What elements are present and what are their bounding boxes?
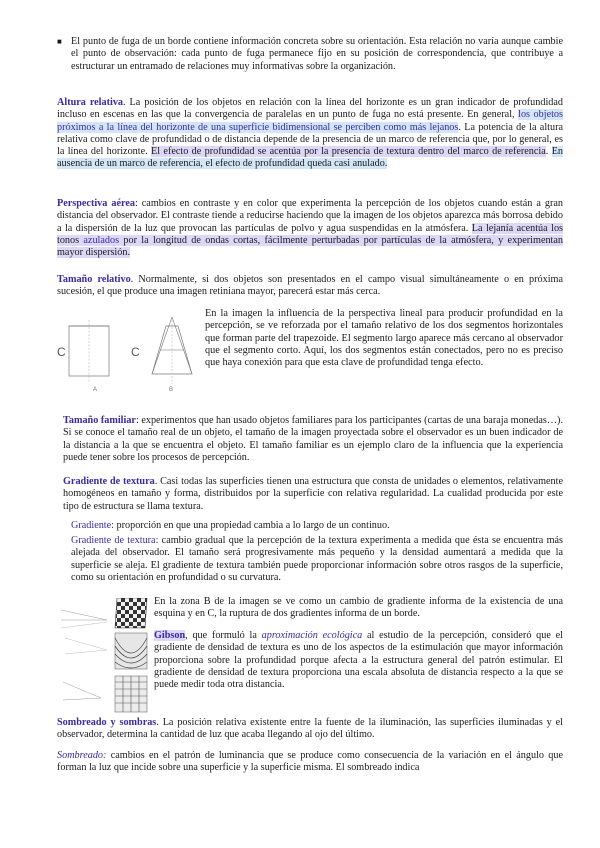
highlight-text: los objetos próximos a la línea del horizonte de una superficie bidimensional se perciben como más lejanos [57, 109, 563, 133]
trapezoid-caption: En la imagen la influencia de la perspectiva lineal para producir profundidad en la percepción, se ve reforzada por el tamaño relativo de los dos segmentos horizontales que forman parte del trapezoide. El segmento largo aparece más cercano al observador que el segmento corto. Aquí, los dos segmentos están conectados, pero no es preciso que haya conexión para que esta clave de profundidad tenga efecto. [205, 308, 563, 369]
gradiente-textura-term: Gradiente de textura: [71, 535, 159, 546]
highlight-text: El efecto de profundidad se acentúa por la presencia de textura dentro del marco de referencia [151, 146, 546, 158]
sombreado-term: Sombreado: [57, 750, 107, 761]
trapezoid-figure [57, 316, 197, 394]
gradiente-term: Gradiente: [71, 520, 114, 531]
figure-label-c: C [131, 345, 140, 359]
gradiente-textura-heading: Gradiente de textura [63, 476, 155, 487]
gradiente-definition: Gradiente: proporción en que una propiedad cambia a lo largo de un continuo. [71, 520, 390, 531]
altura-relativa-paragraph: Altura relativa. La posición de los objetos en relación con la línea del horizonte es un gran indicador de profundidad incluso en escenas en las que la convergencia de paralelas en un punto de fuga no está presente. En general, los objetos próximos a la línea del horizonte de una superficie bidimensional se perciben como más lejanos. La potencia de la altura relativa como clave de profundidad o de distancia depende de la presencia de un marco de referencia que, por lo general, es la línea del horizonte. El efecto de profundidad se acentúa por la presencia de textura dentro del marco de referencia. En ausencia de un marco de referencia, el efecto de profundidad queda casi anulado. [57, 97, 564, 170]
sombreado-definition: Sombreado: cambios en el patrón de luminancia que se produce como consecuencia de la variación en el ángulo que forman la luz que incide sobre una superficie y la superficie misma. El sombreado indica [57, 750, 563, 774]
figure-label-a: A [93, 387, 98, 393]
bullet-paragraph [57, 36, 563, 73]
tamano-familiar-heading: Tamaño familiar [63, 415, 136, 426]
highlight-text: En ausencia de un marco de referencia, el efecto de profundidad queda casi anulado. [57, 146, 564, 170]
perspectiva-aerea-heading: Perspectiva aérea [57, 198, 135, 209]
texture-figure-caption: En la zona B de la imagen se ve como un cambio de gradiente informa de la existencia de una esquina y en C, la ruptura de dos gradientes informa de un borde. [154, 596, 563, 620]
sombreado-paragraph: Sombreado y sombras. La posición relativa existente entre la fuente de la iluminación, las superficies iluminadas y el observador, determina la cantidad de luz que acaba llegando al ojo del último. [57, 717, 563, 741]
texture-gradient-figure [57, 598, 149, 716]
tamano-relativo-heading: Tamaño relativo [57, 274, 131, 285]
tamano-relativo-paragraph: Tamaño relativo. Normalmente, si dos objetos son presentados en el campo visual simultáneamente o en próxima sucesión, el que produce una imagen retiniana mayor, parecerá estar más cerca. [57, 274, 563, 298]
sombreado-heading: Sombreado y sombras [57, 717, 157, 728]
figure-label-b: B [169, 387, 174, 393]
gibson-paragraph: Gibson, que formuló la aproximación ecológica al estudio de la percepción, consideró que el gradiente de densidad de textura es uno de los aspectos de la estimulación que mayor información proporciona sobre la profundidad porque afecta a la estructura general del patrón estimular. El gradiente de densidad de textura proporciona una escala absoluta de distancia respecto a la que se puede medir toda otra distancia. [154, 630, 563, 691]
highlight-text: La lejanía acentúa los tonos azulados por la longitud de ondas cortas, fácilmente perturbadas por partículas de la atmósfera, y experimentan mayor dispersión. [57, 222, 564, 259]
altura-relativa-heading: Altura relativa [57, 97, 124, 108]
gradiente-textura-definition: Gradiente de textura: cambio gradual que la percepción de la textura experimenta a medida que ésta se encuentra más alejada del observador. El tamaño será progresivamente más pequeño y la densidad aumentará a medida que la superficie se aleja. El gradiente de textura también puede proporcionar información sobre otros rasgos de la superficie, como su orientación en profundidad o su curvatura. [71, 535, 563, 583]
bullet-text: El punto de fuga de un borde contiene información concreta sobre su orientación. Esta relación no varía aunque cambie el punto de observación: cada punto de fuga permanece fijo en su posición de correspondencia, que contribuye a estructurar un entramado de relaciones muy informativas sobre la organización. [71, 36, 563, 72]
gradiente-textura-paragraph: Gradiente de textura. Casi todas las superficies tienen una estructura que consta de unidades o elementos, relativamente homogéneos en tamaño y forma, distribuidos por la superficie con relativa regularidad. La cualidad producida por este tipo de estructura se llama textura. [63, 476, 563, 512]
gibson-emphasis: aproximación ecológica [261, 630, 363, 641]
gibson-name: Gibson [154, 630, 186, 641]
figure-label-c: C [57, 345, 66, 359]
bullet-marker: ■ [57, 37, 62, 46]
perspectiva-aerea-paragraph: Perspectiva aérea: cambios en contraste y en color que experimenta la percepción de los objetos cuando están a gran distancia del observador. El contraste tiende a reducirse haciendo que la imagen de los objetos aparezca más borrosa debido a la dispersión de la luz que provocan las partículas de polvo y agua suspendidas en la atmósfera. La lejanía acentúa los tonos azulados por la longitud de ondas cortas, fácilmente perturbadas por partículas de la atmósfera, y experimentan mayor dispersión. [57, 198, 564, 259]
tamano-familiar-paragraph: Tamaño familiar: experimentos que han usado objetos familiares para los participantes (cartas de una baraja monedas…). Si se conoce el tamaño real de un objeto, el tamaño de la imagen proyectada sobre el observador es un buen indicador de la distancia a la que se encuentra el objeto. El tamaño familiar es un ejemplo claro de la influencia que la experiencia puede tener sobre los procesos de percepción. [63, 415, 563, 463]
